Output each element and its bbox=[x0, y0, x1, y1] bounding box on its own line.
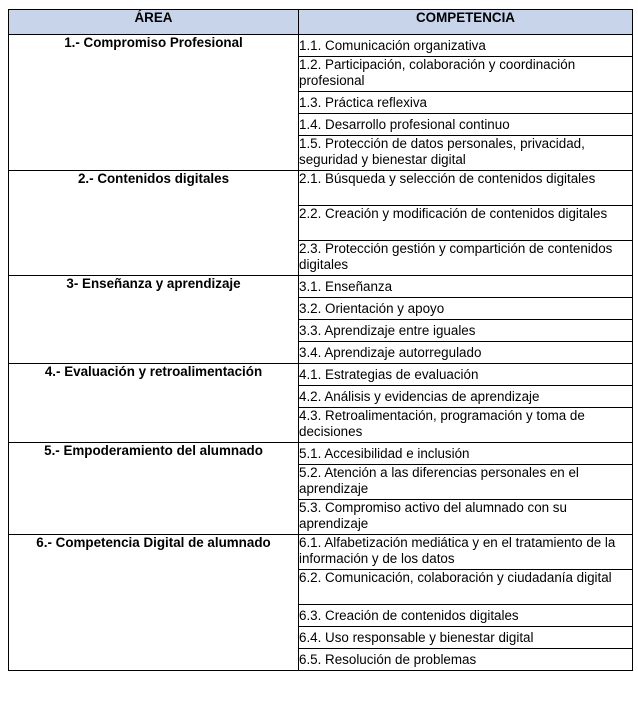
competencia-cell: 5.3. Compromiso activo del alumnado con su aprendizaje bbox=[299, 500, 633, 535]
table-row bbox=[9, 364, 633, 386]
table-row bbox=[9, 276, 633, 298]
table-row bbox=[9, 535, 633, 570]
competencia-cell: 4.3. Retroalimentación, programación y toma de decisiones bbox=[299, 408, 633, 443]
competencia-cell: 6.4. Uso responsable y bienestar digital bbox=[299, 627, 633, 649]
competencia-cell: 6.2. Comunicación, colaboración y ciudadanía digital bbox=[299, 570, 633, 605]
table-row bbox=[9, 171, 633, 206]
competencia-cell: 1.3. Práctica reflexiva bbox=[299, 92, 633, 114]
competencia-cell: 3.1. Enseñanza bbox=[299, 276, 633, 298]
competencia-cell: 6.3. Creación de contenidos digitales bbox=[299, 605, 633, 627]
table-row bbox=[9, 35, 633, 57]
competencia-cell: 3.2. Orientación y apoyo bbox=[299, 298, 633, 320]
table-row bbox=[9, 443, 633, 465]
competencia-cell: 3.3. Aprendizaje entre iguales bbox=[299, 320, 633, 342]
competencia-cell: 1.1. Comunicación organizativa bbox=[299, 35, 633, 57]
header-competencia: COMPETENCIA bbox=[299, 10, 633, 35]
competencias-table bbox=[8, 9, 633, 671]
competencia-cell: 6.5. Resolución de problemas bbox=[299, 649, 633, 671]
area-cell: 6.- Competencia Digital de alumnado bbox=[9, 535, 299, 671]
competencia-cell: 2.3. Protección gestión y compartición de contenidos digitales bbox=[299, 241, 633, 276]
competencia-cell: 2.1. Búsqueda y selección de contenidos digitales bbox=[299, 171, 633, 206]
area-cell: 5.- Empoderamiento del alumnado bbox=[9, 443, 299, 535]
header-area: ÁREA bbox=[9, 10, 299, 35]
competencia-cell: 1.2. Participación, colaboración y coordinación profesional bbox=[299, 57, 633, 92]
competencia-cell: 5.1. Accesibilidad e inclusión bbox=[299, 443, 633, 465]
area-cell: 2.- Contenidos digitales bbox=[9, 171, 299, 276]
area-cell: 1.- Compromiso Profesional bbox=[9, 35, 299, 171]
competencia-cell: 4.2. Análisis y evidencias de aprendizaje bbox=[299, 386, 633, 408]
competencia-cell: 5.2. Atención a las diferencias personales en el aprendizaje bbox=[299, 465, 633, 500]
competencia-cell: 1.4. Desarrollo profesional continuo bbox=[299, 114, 633, 136]
competencia-cell: 4.1. Estrategias de evaluación bbox=[299, 364, 633, 386]
competencia-cell: 6.1. Alfabetización mediática y en el tratamiento de la información y de los datos bbox=[299, 535, 633, 570]
competencia-cell: 2.2. Creación y modificación de contenidos digitales bbox=[299, 206, 633, 241]
competencia-cell: 3.4. Aprendizaje autorregulado bbox=[299, 342, 633, 364]
area-cell: 4.- Evaluación y retroalimentación bbox=[9, 364, 299, 443]
area-cell: 3- Enseñanza y aprendizaje bbox=[9, 276, 299, 364]
competencia-cell: 1.5. Protección de datos personales, privacidad, seguridad y bienestar digital bbox=[299, 136, 633, 171]
header-row bbox=[9, 10, 633, 35]
